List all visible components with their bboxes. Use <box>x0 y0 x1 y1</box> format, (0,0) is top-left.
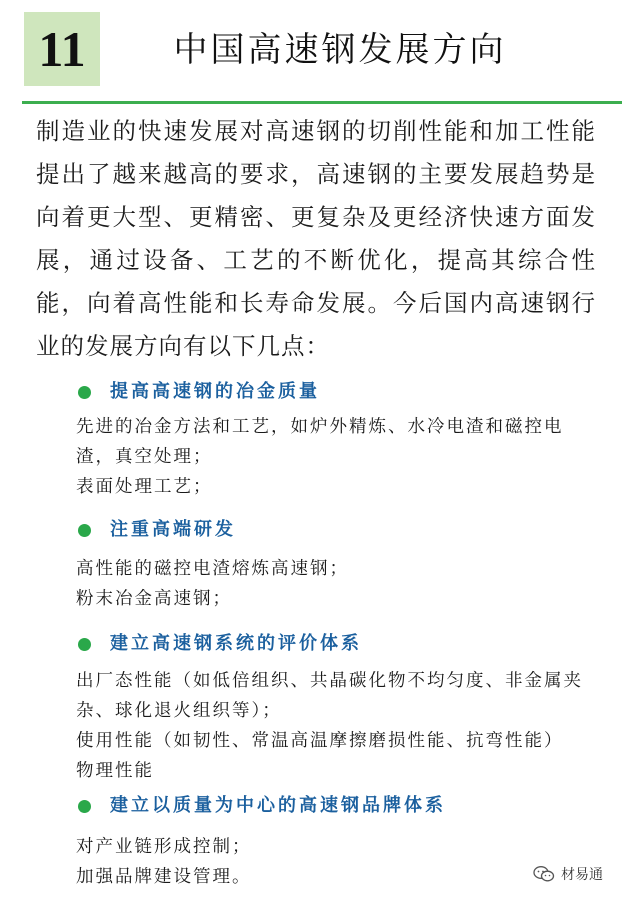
section-heading <box>0 624 625 664</box>
list-item: 先进的冶金方法和工艺，如炉外精炼、水冷电渣和磁控电渣，真空处理； <box>76 417 564 467</box>
section-heading <box>0 372 625 412</box>
watermark-text: 材易通 <box>561 867 603 883</box>
watermark <box>533 862 603 886</box>
section-heading-text: 提高高速钢的冶金质量 <box>110 381 320 402</box>
list-item: 对产业链形成控制； <box>76 837 252 857</box>
divider-line <box>22 101 622 104</box>
section-list <box>0 372 625 892</box>
section-brand <box>0 786 625 892</box>
section-heading-text: 建立以质量为中心的高速钢品牌体系 <box>110 795 446 816</box>
item-list <box>0 554 625 614</box>
page-title: 中国高速钢发展方向 <box>173 30 507 70</box>
section-number: 11 <box>24 12 100 86</box>
section-metallurgy <box>0 372 625 502</box>
list-item: 物理性能 <box>76 761 154 781</box>
bullet-icon <box>78 638 91 651</box>
list-item: 粉末冶金高速钢； <box>76 589 232 609</box>
page-header <box>0 0 625 100</box>
list-item: 加强品牌建设管理。 <box>76 867 252 887</box>
list-item: 使用性能（如韧性、常温高温摩擦磨损性能、抗弯性能） <box>76 731 564 751</box>
section-heading <box>0 510 625 550</box>
item-list <box>0 832 625 892</box>
section-research <box>0 510 625 614</box>
section-heading-text: 注重高端研发 <box>110 519 236 540</box>
bullet-icon <box>78 800 91 813</box>
list-item: 高性能的磁控电渣熔炼高速钢； <box>76 559 349 579</box>
section-heading <box>0 786 625 826</box>
list-item: 表面处理工艺； <box>76 477 213 497</box>
intro-paragraph: 制造业的快速发展对高速钢的切削性能和加工性能提出了越来越高的要求，高速钢的主要发展趋势是向着更大型、更精密、更复杂及更经济快速方面发展，通过设备、工艺的不断优化，提高其综合性能，向着高性能和长寿命发展。今后国内高速钢行业的发展方向有以下几点： <box>36 117 596 360</box>
list-item: 出厂态性能（如低倍组织、共晶碳化物不均匀度、非金属夹杂、球化退火组织等）； <box>76 671 583 721</box>
bullet-icon <box>78 386 91 399</box>
section-evaluation <box>0 624 625 786</box>
item-list <box>0 412 625 502</box>
section-heading-text: 建立高速钢系统的评价体系 <box>110 633 362 654</box>
wechat-icon <box>533 865 555 883</box>
item-list <box>0 666 625 786</box>
bullet-icon <box>78 524 91 537</box>
